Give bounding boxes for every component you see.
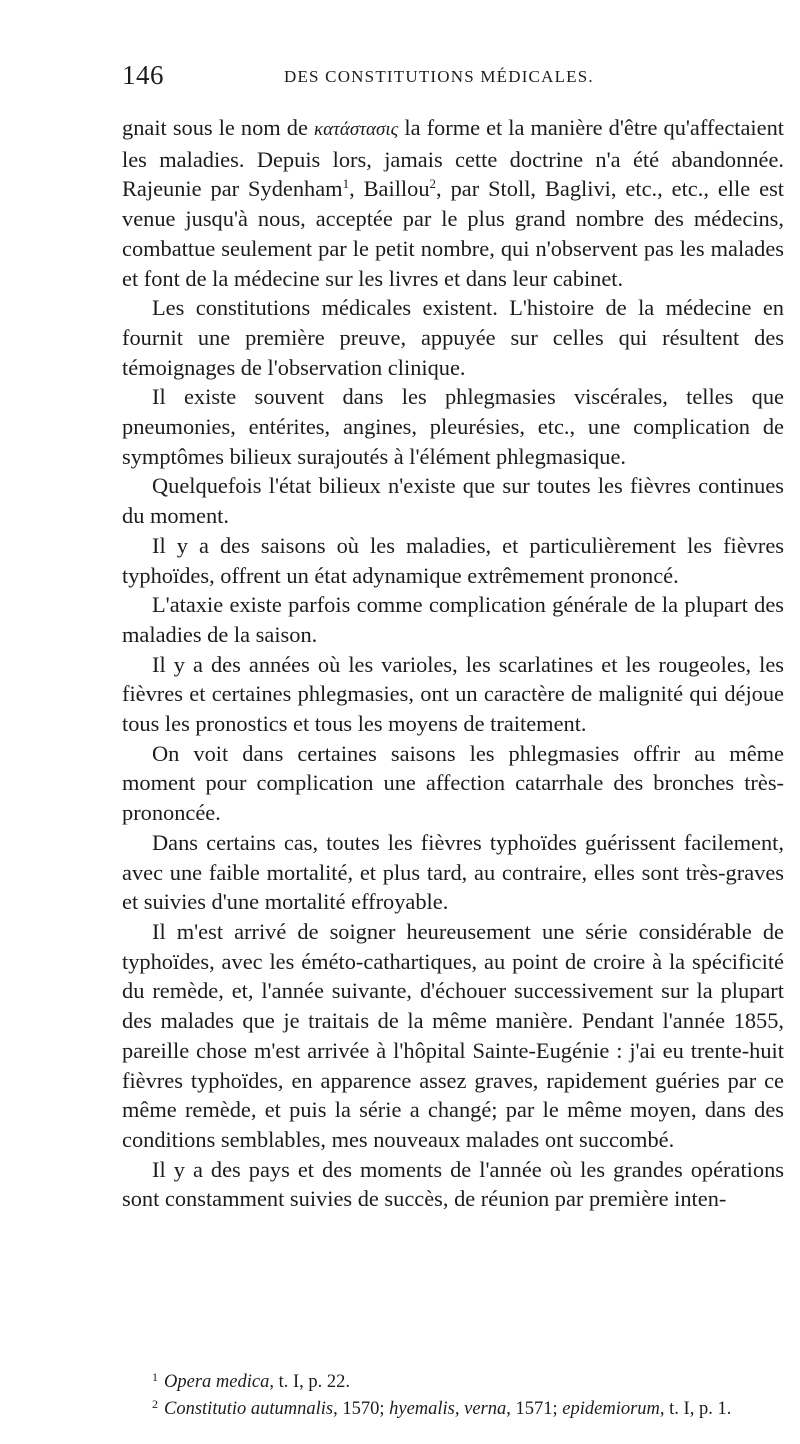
page-number: 146 [122,60,164,90]
footnote-work-title: Opera medica [164,1372,270,1392]
footnote-number: 1 [152,1370,158,1384]
footnotes [122,1366,784,1420]
footnote-text: , 1571; [506,1399,563,1419]
footnote-text: , t. I, p. 22. [269,1372,351,1392]
paragraph-10: Il m'est arrivé de soigner heureusement une série considérable de typhoïdes, avec les éméto-cathartiques, au point de croire à la spécificité du remède, et, l'année suivante, d'échouer successivement sur la plupart des malades que je traitais de la même manière. Pendant l'année 1855, pareille chose m'est arrivée à l'hôpital Sainte-Eugénie : j'ai eu trente-huit fièvres typhoïdes, en apparence assez graves, rapidement guéries par ce même remède, et puis la série a changé; par le même moyen, dans des conditions semblables, mes nouveaux malades ont succombé. [122,918,784,1152]
body-text [122,113,784,1214]
footnote-work-title: epidemiorum [562,1399,660,1419]
footnote-work-title: hyemalis, verna [389,1399,507,1419]
paragraph-6: L'ataxie existe parfois comme complication générale de la plupart des maladies de la saison. [122,592,784,647]
footnote-1 [122,1366,784,1393]
text-segment: , Baillou [349,176,430,202]
running-title: DES CONSTITUTIONS MÉDICALES. [284,67,594,86]
paragraph-5: Il y a des saisons où les maladies, et particulièrement les fièvres typhoïdes, offrent un état adynamique extrêmement prononcé. [122,532,784,588]
paragraph-8: On voit dans certaines saisons les phlegmasies offrir au même moment pour complication une affection catarrhale des bronches très-prononcée. [122,740,784,826]
text-segment: gnait sous le nom de [122,115,314,140]
footnote-number: 2 [152,1397,158,1411]
paragraph-9: Dans certains cas, toutes les fièvres typhoïdes guérissent facilement, avec une faible mortalité, et plus tard, au contraire, elles sont très-graves et suivies d'une mortalité effroyable. [122,829,784,915]
footnote-text: , t. I, p. 1. [659,1399,732,1419]
text-segment: la forme et la manière d'être qu'affectaient les maladies. Depuis lors, jamais cette doctrine n'a été abandonnée. Rajeunie par Sydenham [122,115,784,202]
text-segment: , par Stoll, Baglivi, etc., etc., elle est venue jusqu'à nous, acceptée par le plus grand nombre des médecins, combattue seulement par le petit nombre, qui n'observent pas les malades et font de la médecine sur les livres et dans leur cabinet. [122,176,784,291]
paragraph-11: Il y a des pays et des moments de l'année où les grandes opérations sont constamment suivies de succès, de réunion par première inten- [122,1156,784,1212]
footnote-ref-2: 2 [429,176,437,192]
paragraph-2: Les constitutions médicales existent. L'histoire de la médecine en fournit une première preuve, appuyée sur celles qui résultent des témoignages de l'observation clinique. [122,295,784,380]
footnote-2 [122,1393,784,1420]
paragraph-1 [122,113,784,293]
paragraph-7: Il y a des années où les varioles, les scarlatines et les rougeoles, les fièvres et certaines phlegmasies, ont un caractère de malignité qui déjoue tous les pronostics et tous les moyens de traitement. [122,651,784,737]
footnote-ref-1: 1 [342,176,350,192]
paragraph-3: Il existe souvent dans les phlegmasies viscérales, telles que pneumonies, entérites, angines, pleurésies, etc., une complication de symptômes bilieux surajoutés à l'élément phlegmasique. [122,384,784,469]
footnote-work-title: Constitutio autumnalis [164,1399,334,1419]
page-header [122,60,782,100]
greek-term: κατάστασις [313,119,399,140]
footnote-text: , 1570; [333,1399,390,1419]
paragraph-4: Quelquefois l'état bilieux n'existe que sur toutes les fièvres continues du moment. [122,473,784,529]
